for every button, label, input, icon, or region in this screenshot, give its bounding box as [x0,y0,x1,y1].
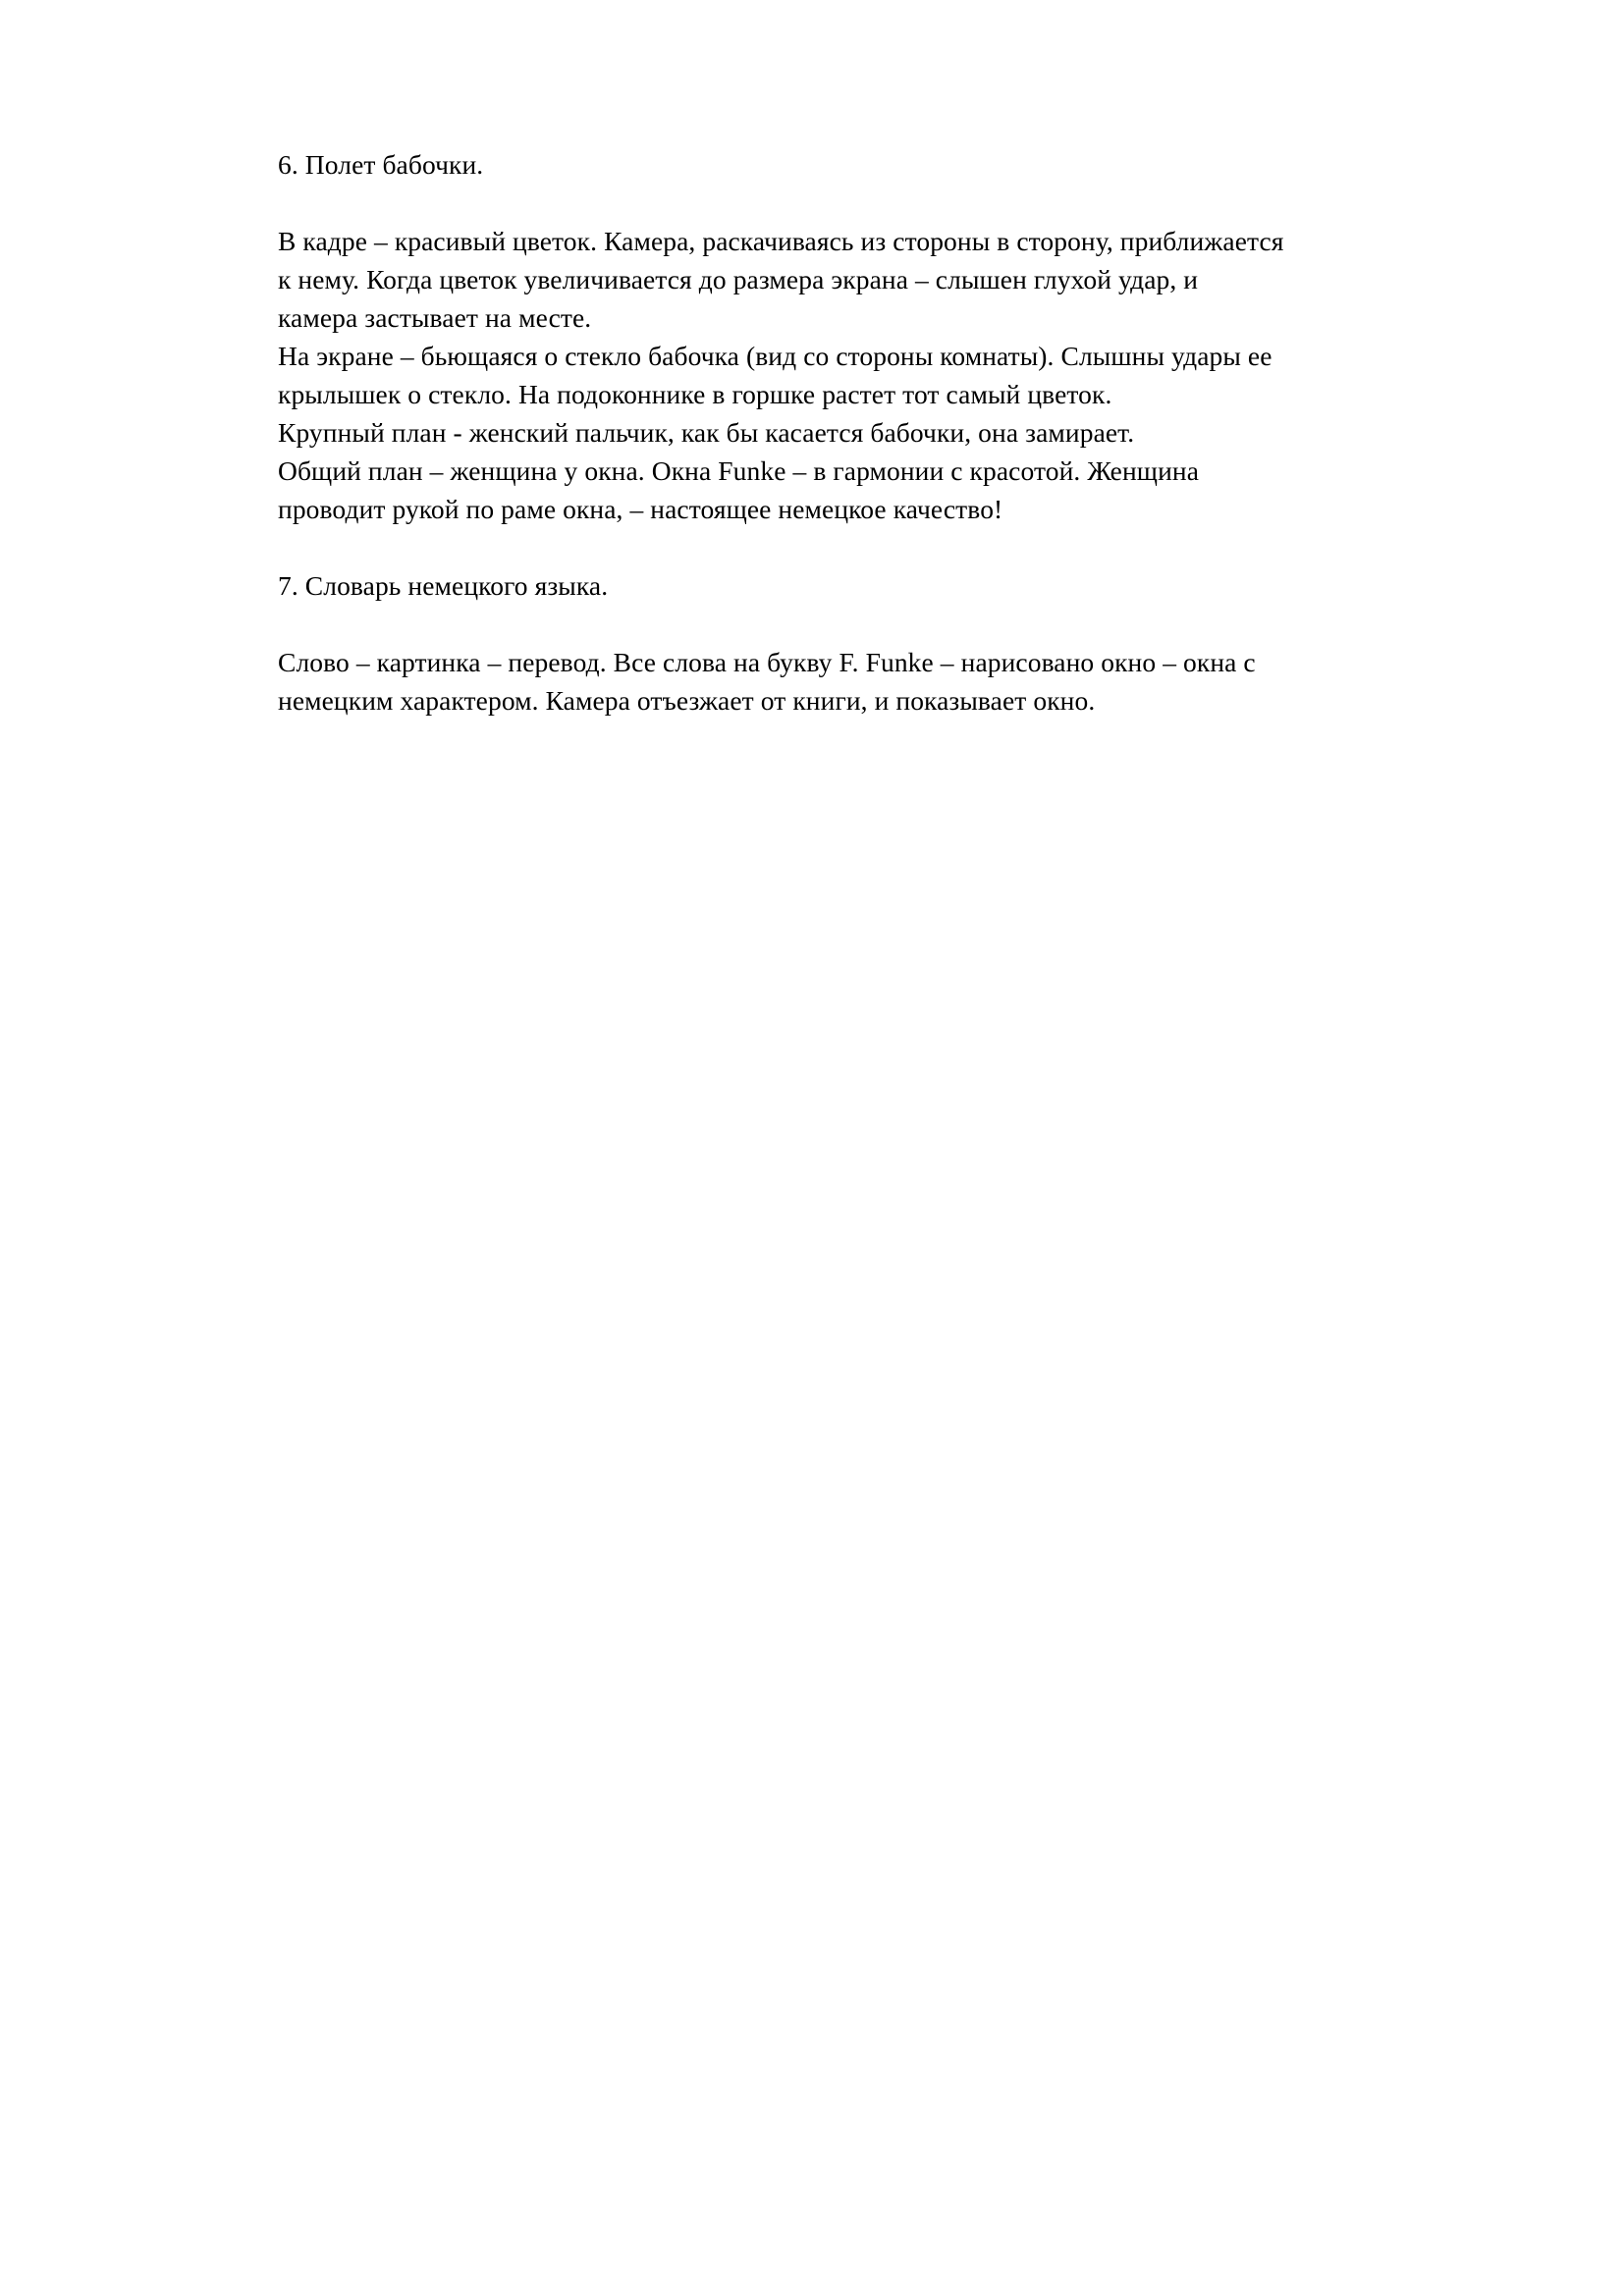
paragraph-spacer [278,528,1466,566]
heading-section-7: 7. Словарь немецкого языка. [278,570,609,601]
text-line: На экране – бьющаяся о стекло бабочка (вид со стороны комнаты). Слышны удары ее [278,341,1272,371]
text-line: к нему. Когда цветок увеличивается до размера экрана – слышен глухой удар, и [278,264,1199,294]
text-line: камера застывает на месте. [278,302,592,333]
text-line: Крупный план - женский пальчик, как бы касается бабочки, она замирает. [278,417,1135,448]
text-line: проводит рукой по раме окна, – настоящее немецкое качество! [278,494,1003,524]
document-body [278,145,1466,720]
paragraph-section-6-part-4 [278,452,1466,528]
paragraph-section-6-part-3 [278,413,1466,452]
paragraph-spacer [278,184,1466,222]
text-line: немецким характером. Камера отъезжает от книги, и показывает окно. [278,685,1096,716]
paragraph-section-7-part-1 [278,643,1466,720]
paragraph-section-6-part-1 [278,222,1466,337]
paragraph-section-6-part-2 [278,337,1466,413]
text-line: крылышек о стекло. На подоконнике в горшке растет тот самый цветок. [278,379,1112,409]
text-line: Слово – картинка – перевод. Все слова на букву F. Funke – нарисовано окно – окна с [278,647,1256,677]
text-line: Общий план – женщина у окна. Окна Funke – в гармонии с красотой. Женщина [278,455,1200,486]
text-line: В кадре – красивый цветок. Камера, раскачиваясь из стороны в сторону, приближается [278,226,1284,256]
heading-section-6: 6. Полет бабочки. [278,149,484,180]
paragraph-spacer [278,605,1466,643]
